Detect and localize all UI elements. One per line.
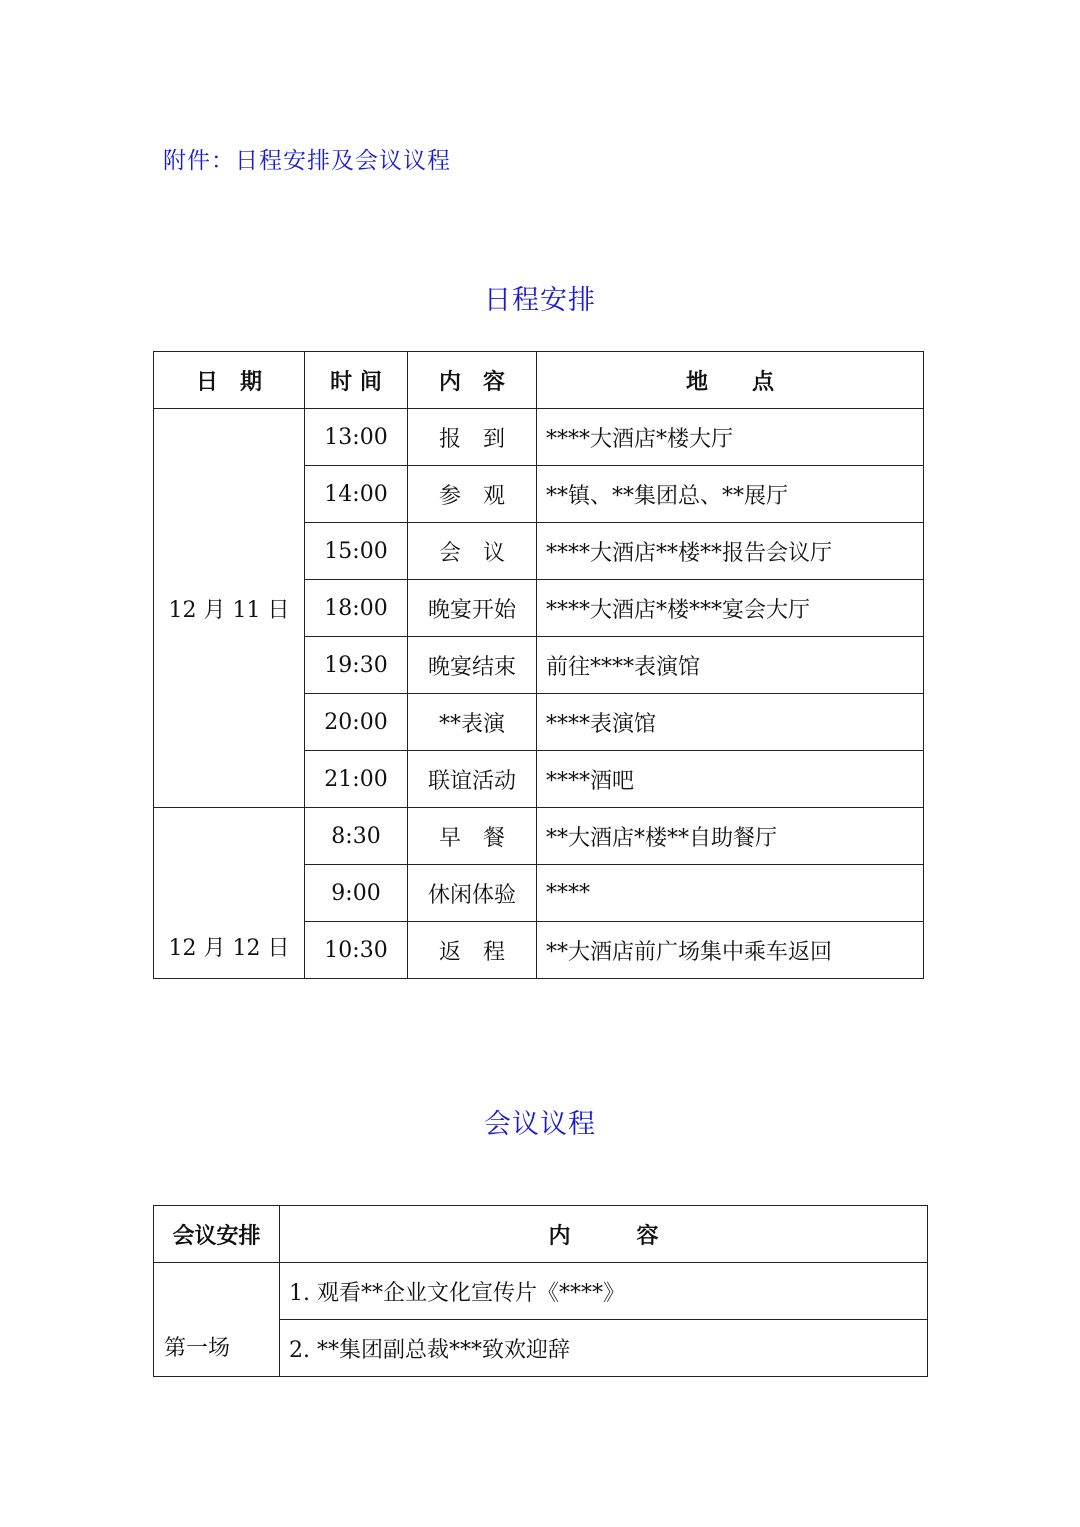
- content-cell: 早 餐: [408, 808, 537, 865]
- content-cell: 晚宴结束: [408, 637, 537, 694]
- time-cell: 10:30: [305, 922, 408, 979]
- header-time: 时 间: [305, 352, 408, 409]
- date-cell-day1: 12 月 11 日: [154, 409, 305, 808]
- time-cell: 8:30: [305, 808, 408, 865]
- header-date: 日 期: [154, 352, 305, 409]
- time-cell: 21:00: [305, 751, 408, 808]
- content-cell: 报 到: [408, 409, 537, 466]
- location-cell: **大酒店*楼**自助餐厅: [537, 808, 924, 865]
- location-cell: 前往****表演馆: [537, 637, 924, 694]
- location-cell: ****大酒店*楼大厅: [537, 409, 924, 466]
- header-content: 内 容: [408, 352, 537, 409]
- agenda-title: 会议议程: [484, 1109, 596, 1140]
- time-cell: 13:00: [305, 409, 408, 466]
- session-cell: 第一场: [154, 1263, 280, 1377]
- location-cell: ****酒吧: [537, 751, 924, 808]
- header-agenda-content: 内 容: [280, 1206, 928, 1263]
- table-header-row: [154, 1206, 928, 1263]
- time-cell: 9:00: [305, 865, 408, 922]
- content-cell: 会 议: [408, 523, 537, 580]
- time-cell: 15:00: [305, 523, 408, 580]
- agenda-item: 2. **集团副总裁***致欢迎辞: [280, 1320, 928, 1377]
- header-location: 地 点: [537, 352, 924, 409]
- time-cell: 19:30: [305, 637, 408, 694]
- attachment-title: 附件：日程安排及会议议程: [163, 148, 451, 174]
- content-cell: 晚宴开始: [408, 580, 537, 637]
- location-cell: **大酒店前广场集中乘车返回: [537, 922, 924, 979]
- content-cell: 休闲体验: [408, 865, 537, 922]
- content-cell: 参 观: [408, 466, 537, 523]
- schedule-title: 日程安排: [484, 285, 596, 316]
- agenda-table: [153, 1205, 928, 1377]
- header-arrangement: 会议安排: [154, 1206, 280, 1263]
- location-cell: ****大酒店**楼**报告会议厅: [537, 523, 924, 580]
- content-cell: 联谊活动: [408, 751, 537, 808]
- content-cell: 返 程: [408, 922, 537, 979]
- table-row: [154, 1263, 928, 1320]
- location-cell: ****: [537, 865, 924, 922]
- content-cell: **表演: [408, 694, 537, 751]
- location-cell: **镇、**集团总、**展厅: [537, 466, 924, 523]
- date-cell-day2: 12 月 12 日: [154, 808, 305, 979]
- time-cell: 18:00: [305, 580, 408, 637]
- time-cell: 20:00: [305, 694, 408, 751]
- table-row: [154, 409, 924, 466]
- location-cell: ****大酒店*楼***宴会大厅: [537, 580, 924, 637]
- schedule-table: [153, 351, 924, 979]
- table-header-row: [154, 352, 924, 409]
- location-cell: ****表演馆: [537, 694, 924, 751]
- time-cell: 14:00: [305, 466, 408, 523]
- agenda-item: 1. 观看**企业文化宣传片《****》: [280, 1263, 928, 1320]
- table-row: [154, 808, 924, 865]
